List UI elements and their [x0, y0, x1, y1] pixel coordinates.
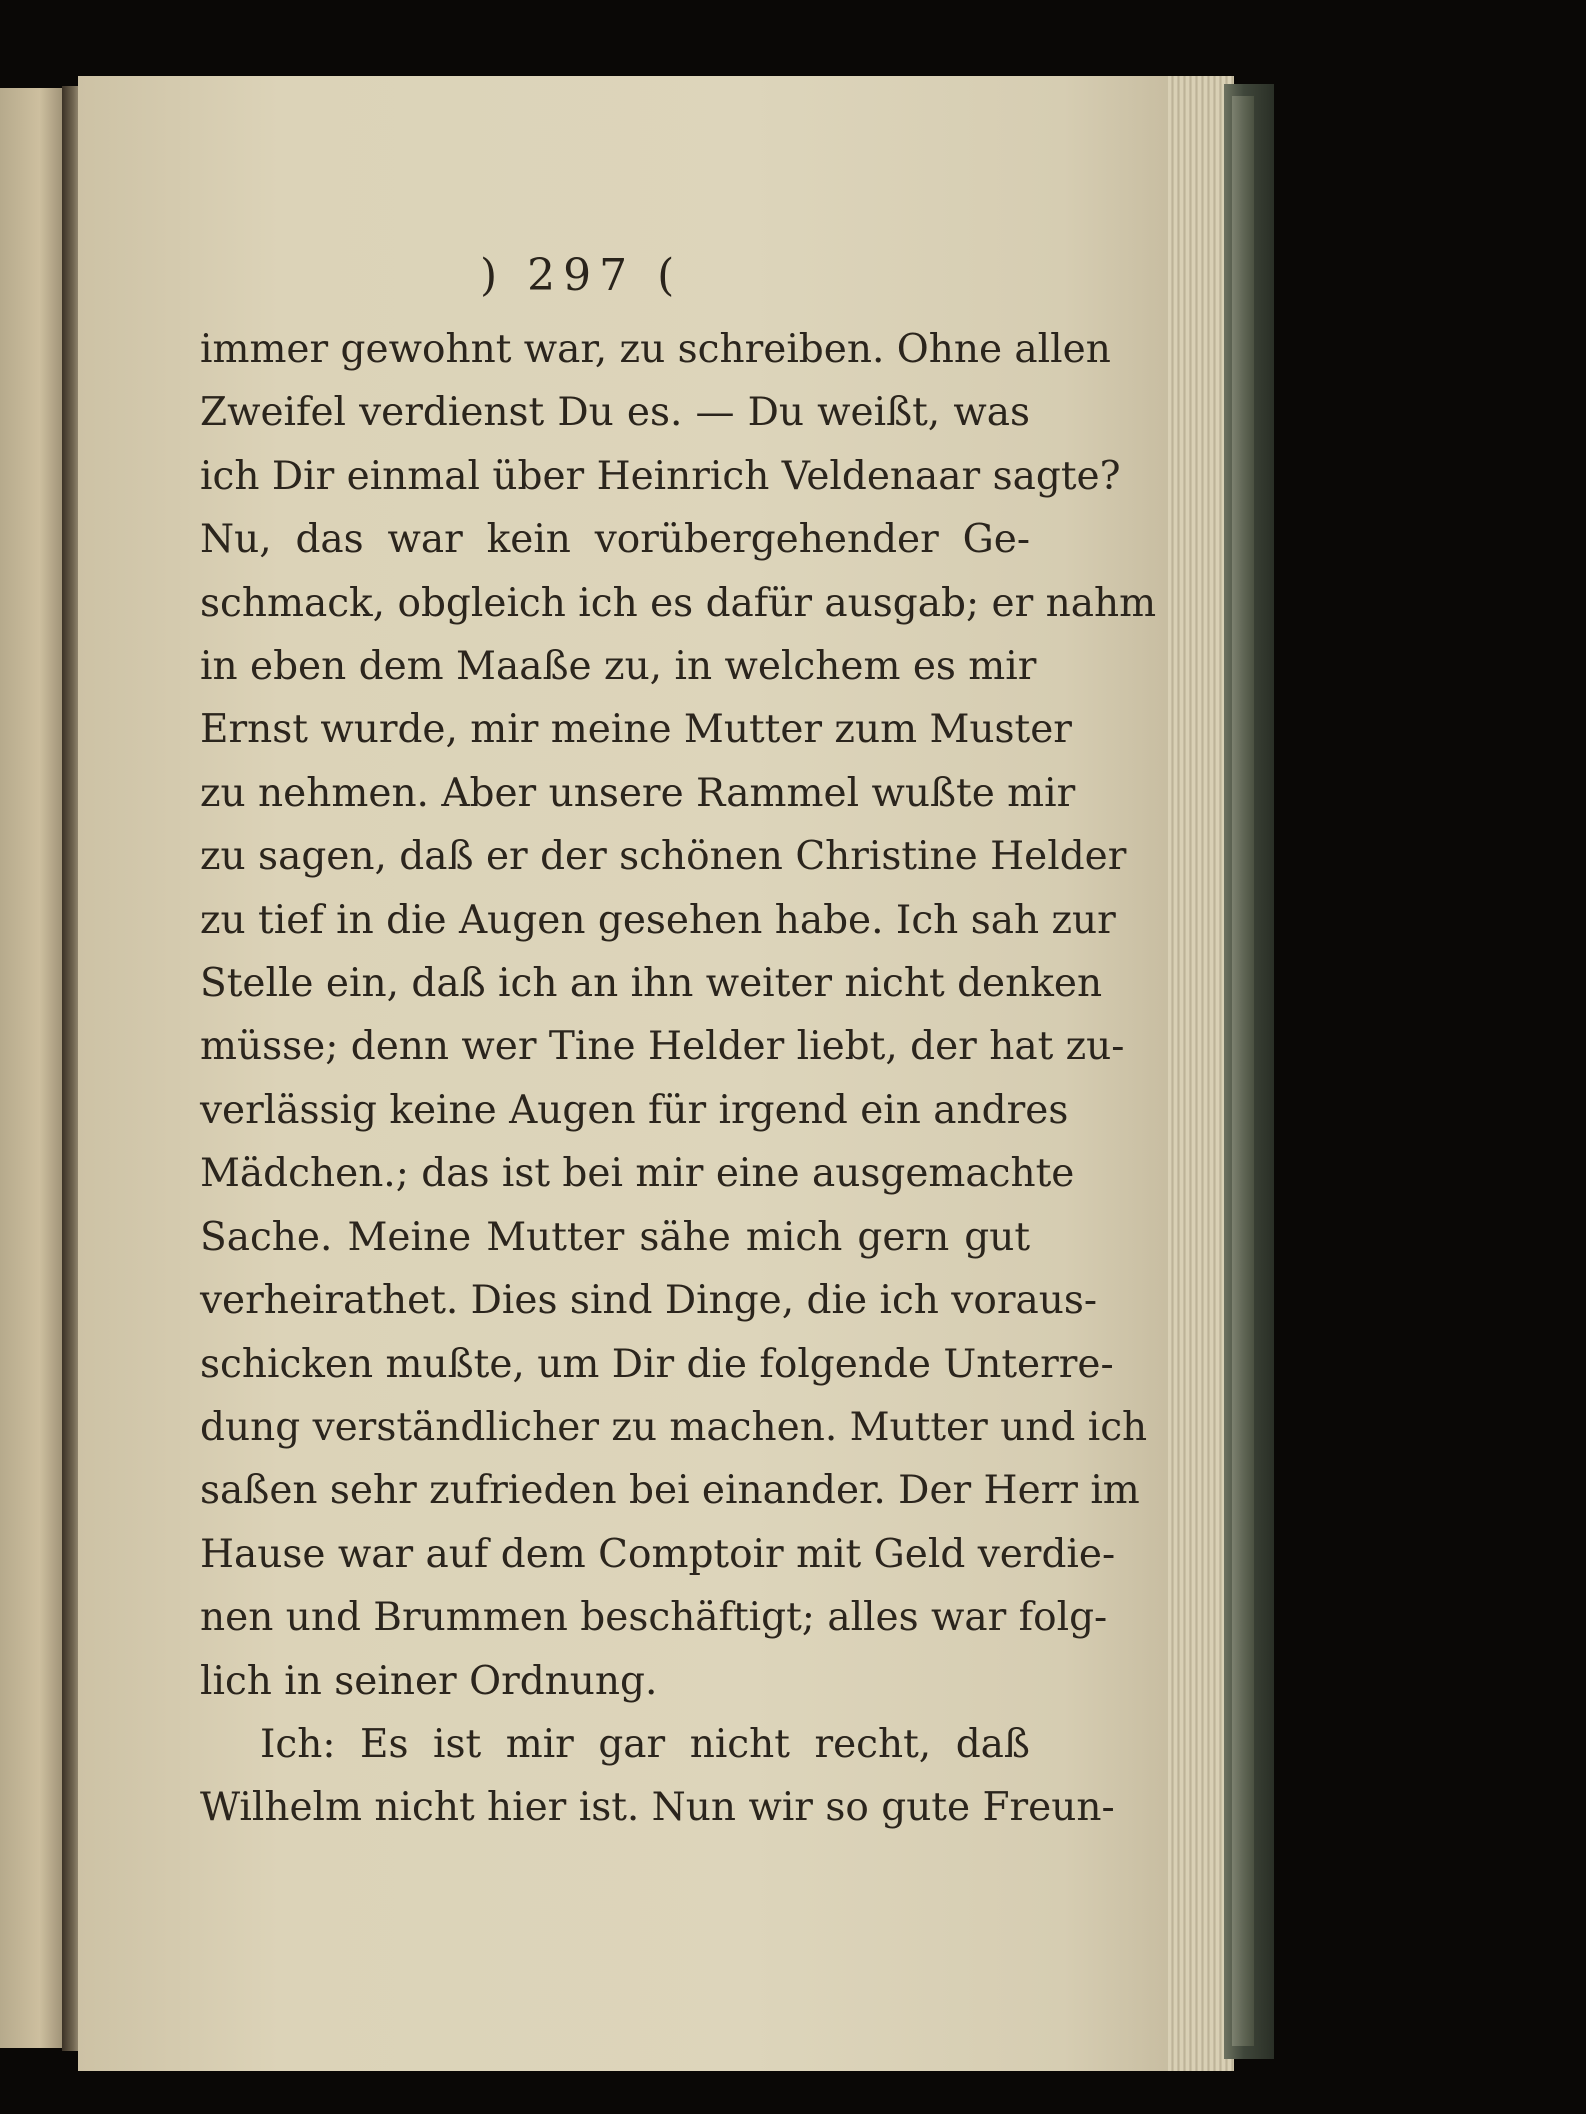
text-line-10: zu tief in die Augen gesehen habe. Ich sah zur [200, 897, 1116, 943]
text-line-20: Hause war auf dem Comptoir mit Geld verdie- [200, 1531, 1116, 1577]
text-line-21: nen und Brummen beschäftigt; alles war folg- [200, 1595, 1108, 1641]
text-line-22: lich in seiner Ordnung. [200, 1658, 658, 1704]
text-line-6: in eben dem Maaße zu, in welchem es mir [200, 644, 1037, 690]
cover-board-highlight [1232, 96, 1254, 2046]
text-line-13: verlässig keine Augen für irgend ein andres [200, 1087, 1069, 1133]
text-line-17: schicken mußte, um Dir die folgende Unterre- [200, 1341, 1114, 1387]
text-line-7: Ernst wurde, mir meine Mutter zum Muster [200, 707, 1072, 753]
text-line-9: zu sagen, daß er der schönen Christine Helder [200, 834, 1127, 880]
text-line-5: schmack, obgleich ich es dafür ausgab; er nahm [200, 580, 1157, 626]
text-line-4: Nu, das war kein vorübergehender Ge- [200, 517, 1030, 563]
text-line-16: verheirathet. Dies sind Dinge, die ich voraus- [200, 1278, 1098, 1324]
text-line-23: Ich: Es ist mir gar nicht recht, daß [260, 1721, 1030, 1767]
body-text [200, 318, 1157, 1840]
text-line-11: Stelle ein, daß ich an ihn weiter nicht denken [200, 961, 1103, 1007]
text-line-3: ich Dir einmal über Heinrich Veldenaar sagte? [200, 453, 1121, 499]
text-line-19: saßen sehr zufrieden bei einander. Der Herr im [200, 1468, 1140, 1514]
text-line-24: Wilhelm nicht hier ist. Nun wir so gute Freun- [200, 1785, 1115, 1831]
text-line-8: zu nehmen. Aber unsere Rammel wußte mir [200, 770, 1076, 816]
text-line-14: Mädchen.; das ist bei mir eine ausgemachte [200, 1151, 1075, 1197]
page-number-header: ) 297 ( [480, 250, 683, 301]
text-line-18: dung verständlicher zu machen. Mutter und ich [200, 1404, 1148, 1450]
text-line-15: Sache. Meine Mutter sähe mich gern gut [200, 1214, 1030, 1260]
text-line-1: immer gewohnt war, zu schreiben. Ohne allen [200, 327, 1111, 372]
text-line-12: müsse; denn wer Tine Helder liebt, der hat zu- [200, 1024, 1125, 1070]
text-line-2: Zweifel verdienst Du es. — Du weißt, was [200, 390, 1030, 436]
